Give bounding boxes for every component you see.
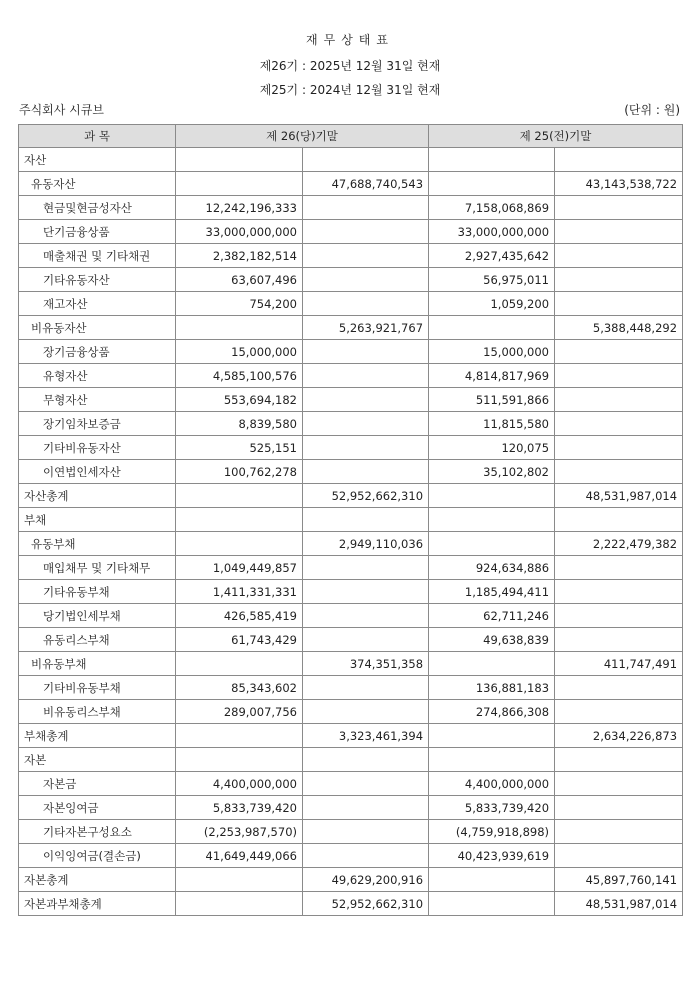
prior-total-amount: 45,897,760,141: [555, 868, 683, 892]
account-name: 비유동부채: [19, 652, 176, 676]
prior-total-amount: 48,531,987,014: [555, 484, 683, 508]
balance-sheet-table: [18, 124, 683, 916]
current-total-amount: [303, 340, 429, 364]
table-row: [19, 604, 683, 628]
current-total-amount: [303, 220, 429, 244]
prior-total-amount: [555, 460, 683, 484]
current-detail-amount: 553,694,182: [176, 388, 303, 412]
prior-detail-amount: [429, 316, 555, 340]
prior-total-amount: [555, 580, 683, 604]
table-row: [19, 244, 683, 268]
current-detail-amount: 8,839,580: [176, 412, 303, 436]
header-account-column: 과 목: [19, 125, 176, 148]
current-total-amount: [303, 748, 429, 772]
account-name: 유동자산: [19, 172, 176, 196]
current-detail-amount: 41,649,449,066: [176, 844, 303, 868]
prior-total-amount: 2,634,226,873: [555, 724, 683, 748]
table-row: [19, 892, 683, 916]
current-total-amount: 5,263,921,767: [303, 316, 429, 340]
table-row: [19, 412, 683, 436]
current-total-amount: [303, 244, 429, 268]
account-name: 유형자산: [19, 364, 176, 388]
current-detail-amount: 1,049,449,857: [176, 556, 303, 580]
table-row: [19, 340, 683, 364]
prior-detail-amount: 49,638,839: [429, 628, 555, 652]
prior-total-amount: [555, 556, 683, 580]
prior-total-amount: [555, 604, 683, 628]
table-row: [19, 868, 683, 892]
current-detail-amount: (2,253,987,570): [176, 820, 303, 844]
table-row: [19, 364, 683, 388]
prior-detail-amount: 4,814,817,969: [429, 364, 555, 388]
table-row: [19, 796, 683, 820]
account-name: 자산: [19, 148, 176, 172]
table-row: [19, 220, 683, 244]
prior-detail-amount: [429, 172, 555, 196]
table-row: [19, 460, 683, 484]
account-name: 부채총계: [19, 724, 176, 748]
table-row: [19, 652, 683, 676]
prior-total-amount: [555, 196, 683, 220]
current-detail-amount: 525,151: [176, 436, 303, 460]
account-name: 자본과부채총계: [19, 892, 176, 916]
current-total-amount: [303, 604, 429, 628]
current-total-amount: [303, 556, 429, 580]
prior-detail-amount: 924,634,886: [429, 556, 555, 580]
prior-total-amount: [555, 340, 683, 364]
table-row: [19, 556, 683, 580]
current-total-amount: [303, 268, 429, 292]
table-row: [19, 700, 683, 724]
account-name: 매입채무 및 기타채무: [19, 556, 176, 580]
current-detail-amount: 289,007,756: [176, 700, 303, 724]
prior-detail-amount: 33,000,000,000: [429, 220, 555, 244]
table-row: [19, 676, 683, 700]
current-detail-amount: 754,200: [176, 292, 303, 316]
prior-detail-amount: 11,815,580: [429, 412, 555, 436]
prior-detail-amount: [429, 892, 555, 916]
current-detail-amount: 12,242,196,333: [176, 196, 303, 220]
prior-detail-amount: 274,866,308: [429, 700, 555, 724]
current-detail-amount: [176, 724, 303, 748]
prior-detail-amount: 62,711,246: [429, 604, 555, 628]
table-row: [19, 508, 683, 532]
current-detail-amount: [176, 484, 303, 508]
account-name: 기타자본구성요소: [19, 820, 176, 844]
current-total-amount: [303, 844, 429, 868]
current-total-amount: [303, 460, 429, 484]
account-name: 기타유동부채: [19, 580, 176, 604]
table-body: [19, 148, 683, 916]
table-row: [19, 820, 683, 844]
current-total-amount: 52,952,662,310: [303, 484, 429, 508]
table-row: [19, 628, 683, 652]
prior-total-amount: [555, 244, 683, 268]
company-name: 주식회사 시큐브: [19, 103, 104, 117]
current-detail-amount: 426,585,419: [176, 604, 303, 628]
current-total-amount: [303, 772, 429, 796]
current-detail-amount: 15,000,000: [176, 340, 303, 364]
account-name: 단기금융상품: [19, 220, 176, 244]
account-name: 자산총계: [19, 484, 176, 508]
current-total-amount: [303, 436, 429, 460]
current-total-amount: [303, 796, 429, 820]
current-total-amount: 47,688,740,543: [303, 172, 429, 196]
prior-detail-amount: (4,759,918,898): [429, 820, 555, 844]
prior-total-amount: 48,531,987,014: [555, 892, 683, 916]
current-detail-amount: 4,585,100,576: [176, 364, 303, 388]
current-period-line: 제26기 : 2025년 12월 31일 현재: [259, 59, 441, 73]
table-row: [19, 772, 683, 796]
table-row: [19, 580, 683, 604]
table-row: [19, 436, 683, 460]
prior-detail-amount: 136,881,183: [429, 676, 555, 700]
account-name: 기타비유동자산: [19, 436, 176, 460]
prior-total-amount: [555, 796, 683, 820]
prior-period-line: 제25기 : 2024년 12월 31일 현재: [259, 83, 441, 97]
current-total-amount: 374,351,358: [303, 652, 429, 676]
current-total-amount: [303, 388, 429, 412]
table-row: [19, 196, 683, 220]
prior-detail-amount: 40,423,939,619: [429, 844, 555, 868]
table-row: [19, 748, 683, 772]
account-name: 자본: [19, 748, 176, 772]
current-detail-amount: 4,400,000,000: [176, 772, 303, 796]
current-total-amount: [303, 700, 429, 724]
table-row: [19, 292, 683, 316]
prior-detail-amount: [429, 148, 555, 172]
table-row: [19, 484, 683, 508]
prior-detail-amount: [429, 508, 555, 532]
current-detail-amount: 5,833,739,420: [176, 796, 303, 820]
account-name: 장기금융상품: [19, 340, 176, 364]
prior-detail-amount: 5,833,739,420: [429, 796, 555, 820]
current-total-amount: 52,952,662,310: [303, 892, 429, 916]
account-name: 유동리스부채: [19, 628, 176, 652]
prior-total-amount: [555, 436, 683, 460]
current-total-amount: [303, 580, 429, 604]
current-detail-amount: [176, 748, 303, 772]
prior-detail-amount: 120,075: [429, 436, 555, 460]
account-name: 무형자산: [19, 388, 176, 412]
current-total-amount: 3,323,461,394: [303, 724, 429, 748]
prior-total-amount: 43,143,538,722: [555, 172, 683, 196]
current-detail-amount: [176, 508, 303, 532]
account-name: 재고자산: [19, 292, 176, 316]
current-total-amount: [303, 508, 429, 532]
account-name: 유동부채: [19, 532, 176, 556]
prior-total-amount: [555, 148, 683, 172]
prior-total-amount: 411,747,491: [555, 652, 683, 676]
account-name: 비유동리스부채: [19, 700, 176, 724]
currency-unit: (단위 : 원): [624, 103, 680, 117]
prior-total-amount: [555, 388, 683, 412]
prior-detail-amount: [429, 652, 555, 676]
current-detail-amount: [176, 892, 303, 916]
prior-total-amount: [555, 628, 683, 652]
prior-detail-amount: [429, 748, 555, 772]
account-name: 자본총계: [19, 868, 176, 892]
prior-total-amount: [555, 412, 683, 436]
current-detail-amount: 33,000,000,000: [176, 220, 303, 244]
prior-detail-amount: 1,185,494,411: [429, 580, 555, 604]
current-total-amount: [303, 292, 429, 316]
prior-detail-amount: 511,591,866: [429, 388, 555, 412]
prior-total-amount: [555, 748, 683, 772]
current-total-amount: [303, 628, 429, 652]
document-title: 재무상태표: [306, 33, 394, 47]
prior-detail-amount: 2,927,435,642: [429, 244, 555, 268]
prior-total-amount: [555, 292, 683, 316]
current-total-amount: 2,949,110,036: [303, 532, 429, 556]
current-detail-amount: [176, 532, 303, 556]
table-row: [19, 844, 683, 868]
account-name: 자본잉여금: [19, 796, 176, 820]
current-detail-amount: [176, 652, 303, 676]
current-detail-amount: [176, 148, 303, 172]
account-name: 현금및현금성자산: [19, 196, 176, 220]
table-row: [19, 388, 683, 412]
current-detail-amount: 61,743,429: [176, 628, 303, 652]
prior-total-amount: 2,222,479,382: [555, 532, 683, 556]
prior-detail-amount: 1,059,200: [429, 292, 555, 316]
prior-total-amount: [555, 772, 683, 796]
prior-total-amount: [555, 676, 683, 700]
account-name: 기타유동자산: [19, 268, 176, 292]
current-total-amount: [303, 196, 429, 220]
prior-total-amount: [555, 508, 683, 532]
header-prior-period-column: 제 25(전)기말: [429, 125, 683, 148]
table-row: [19, 724, 683, 748]
table-row: [19, 172, 683, 196]
table-row: [19, 316, 683, 340]
account-name: 기타비유동부채: [19, 676, 176, 700]
account-name: 비유동자산: [19, 316, 176, 340]
prior-detail-amount: 15,000,000: [429, 340, 555, 364]
account-name: 부채: [19, 508, 176, 532]
current-detail-amount: 2,382,182,514: [176, 244, 303, 268]
prior-detail-amount: 4,400,000,000: [429, 772, 555, 796]
account-name: 매출채권 및 기타채권: [19, 244, 176, 268]
current-detail-amount: [176, 868, 303, 892]
prior-detail-amount: 56,975,011: [429, 268, 555, 292]
prior-total-amount: [555, 700, 683, 724]
current-total-amount: 49,629,200,916: [303, 868, 429, 892]
current-total-amount: [303, 412, 429, 436]
current-detail-amount: 63,607,496: [176, 268, 303, 292]
current-detail-amount: 100,762,278: [176, 460, 303, 484]
prior-detail-amount: [429, 868, 555, 892]
table-row: [19, 268, 683, 292]
prior-total-amount: [555, 220, 683, 244]
account-name: 이연법인세자산: [19, 460, 176, 484]
current-detail-amount: 85,343,602: [176, 676, 303, 700]
prior-detail-amount: [429, 532, 555, 556]
current-total-amount: [303, 820, 429, 844]
account-name: 자본금: [19, 772, 176, 796]
prior-total-amount: 5,388,448,292: [555, 316, 683, 340]
current-detail-amount: [176, 316, 303, 340]
table-header-row: [19, 125, 683, 148]
prior-detail-amount: 7,158,068,869: [429, 196, 555, 220]
table-row: [19, 532, 683, 556]
account-name: 이익잉여금(결손금): [19, 844, 176, 868]
prior-total-amount: [555, 268, 683, 292]
current-detail-amount: 1,411,331,331: [176, 580, 303, 604]
prior-detail-amount: [429, 724, 555, 748]
prior-detail-amount: [429, 484, 555, 508]
current-total-amount: [303, 676, 429, 700]
account-name: 당기법인세부채: [19, 604, 176, 628]
current-detail-amount: [176, 172, 303, 196]
prior-total-amount: [555, 364, 683, 388]
table-row: [19, 148, 683, 172]
current-total-amount: [303, 148, 429, 172]
header-current-period-column: 제 26(당)기말: [176, 125, 429, 148]
prior-total-amount: [555, 844, 683, 868]
account-name: 장기임차보증금: [19, 412, 176, 436]
prior-total-amount: [555, 820, 683, 844]
current-total-amount: [303, 364, 429, 388]
prior-detail-amount: 35,102,802: [429, 460, 555, 484]
